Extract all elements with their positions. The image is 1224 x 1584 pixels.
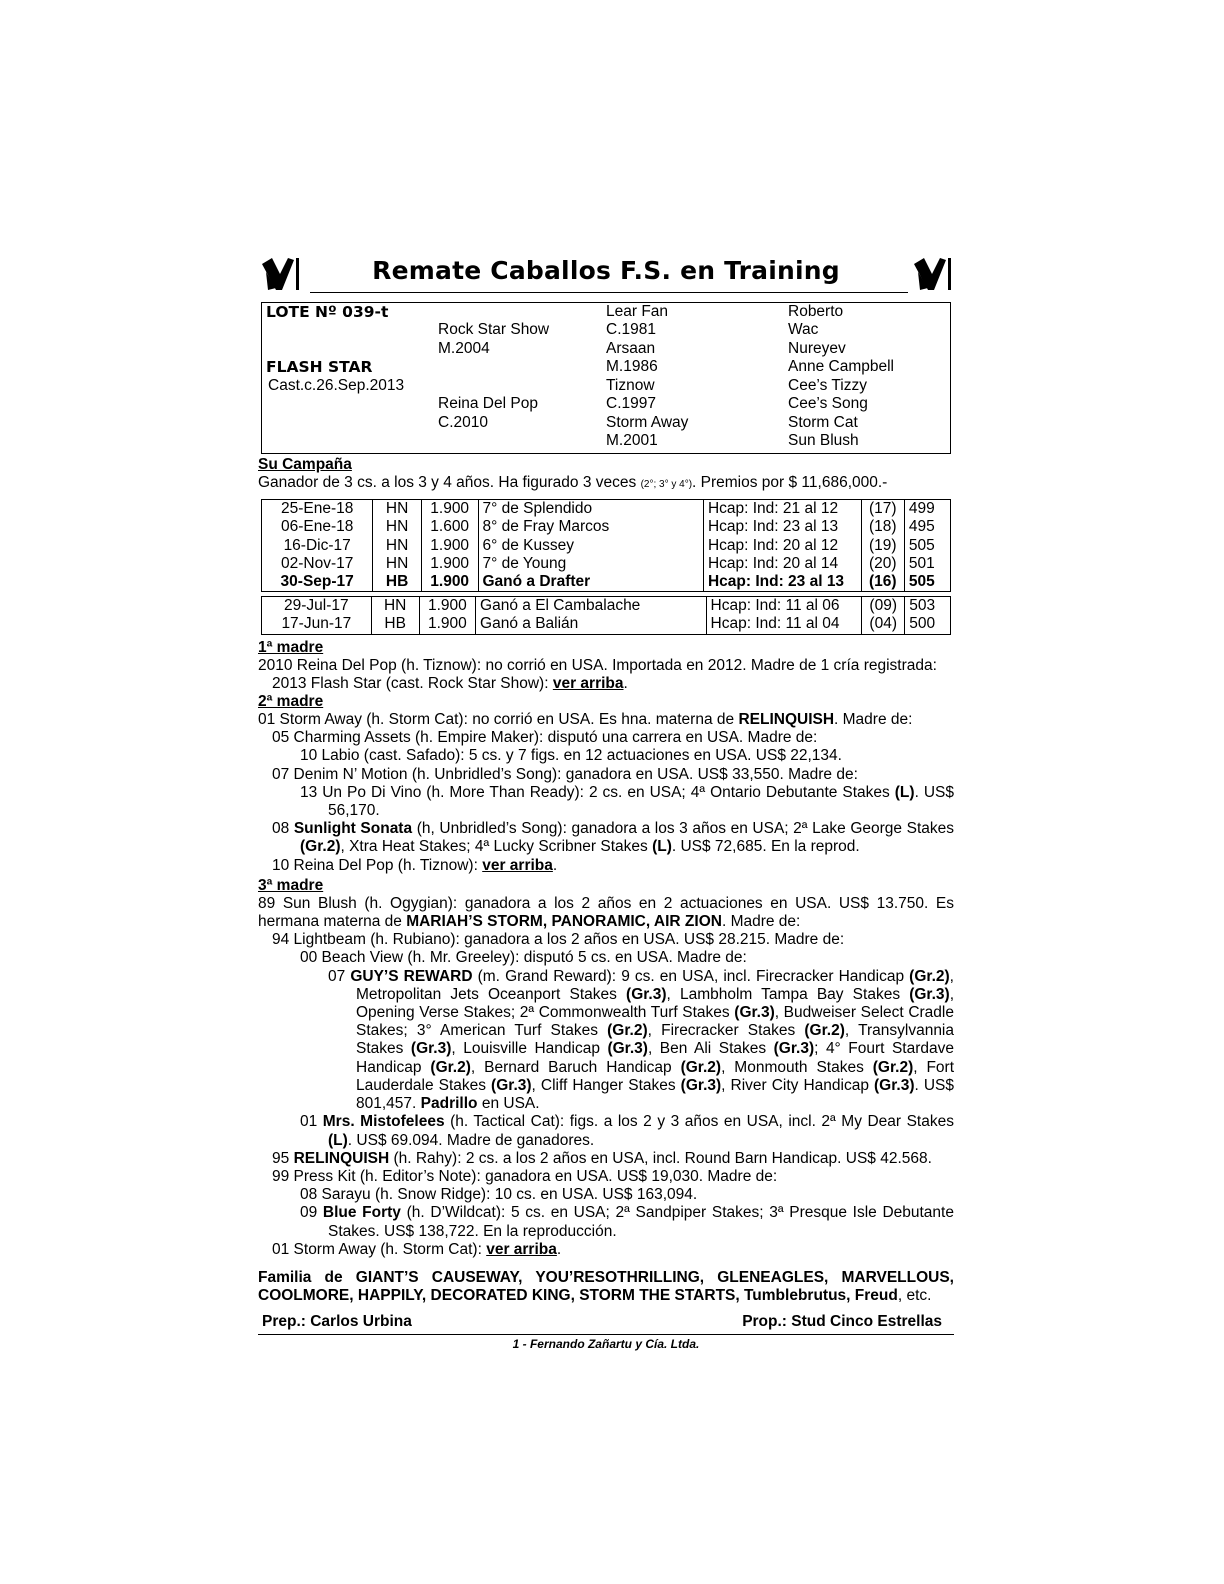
- granddam-1: Arsaan: [606, 340, 656, 357]
- race-date: 06-Ene-18: [262, 518, 373, 536]
- race-result: 7° de Splendido: [478, 500, 703, 519]
- race-result: 7° de Young: [478, 555, 703, 573]
- race-result: Ganó a Balián: [476, 615, 707, 634]
- sire-name: Rock Star Show: [438, 321, 550, 338]
- race-field: (18): [861, 518, 904, 536]
- granddam-2-year: M.2001: [606, 432, 658, 449]
- ancestor-7: Storm Cat: [788, 414, 858, 431]
- race-distance: 1.900: [419, 597, 475, 616]
- footer-rule: [258, 1334, 954, 1335]
- race-weight: 495: [904, 518, 950, 536]
- race-result: Ganó a Drafter: [478, 573, 703, 592]
- race-track: HB: [373, 573, 422, 592]
- race-weight: 500: [905, 615, 951, 634]
- race-track: HN: [373, 555, 422, 573]
- ancestor-3: Nureyev: [788, 340, 846, 357]
- campaign-table: [261, 499, 951, 592]
- owner: Prop.: Stud Cinco Estrellas: [742, 1313, 942, 1331]
- madre2-heading: 2ª madre: [258, 693, 324, 711]
- horse-name: FLASH STAR: [266, 358, 373, 376]
- race-condition: Hcap: Ind: 21 al 12: [703, 500, 861, 519]
- madre2-grandchild: 13 Un Po Di Vino (h. More Than Ready): 2 cs. en USA; 4ª Ontario Debutante Stakes (L). US$ 56,170.: [300, 783, 955, 820]
- race-condition: Hcap: Ind: 20 al 14: [703, 555, 861, 573]
- sire-year: M.2004: [438, 340, 490, 357]
- race-row: [262, 555, 951, 573]
- madre2-grandchild: 10 Labio (cast. Safado): 5 cs. y 7 figs. en 12 actuaciones en USA. US$ 22,134.: [300, 747, 842, 765]
- race-result: Ganó a El Cambalache: [476, 597, 707, 616]
- campaign-wins-table: [261, 596, 951, 634]
- race-weight: 503: [905, 597, 951, 616]
- ancestor-2: Wac: [788, 321, 819, 338]
- race-row: [262, 537, 951, 555]
- madre3-grandchild: 09 Blue Forty (h. D’Wildcat): 5 cs. en USA; 2ª Sandpiper Stakes; 3ª Presque Isle Debutante Stakes. US$ 138,722. En la reproducción.: [300, 1204, 954, 1240]
- race-distance: 1.900: [421, 537, 478, 555]
- header-rule: [310, 292, 908, 293]
- race-track: HB: [371, 615, 419, 634]
- madre1-line: 2010 Reina Del Pop (h. Tiznow): no corrió en USA. Importada en 2012. Madre de 1 cría registrada:: [258, 656, 937, 674]
- race-field: (19): [861, 537, 904, 555]
- see-above-link: ver arriba: [486, 1240, 557, 1258]
- race-track: HN: [373, 518, 422, 536]
- race-date: 17-Jun-17: [262, 615, 372, 634]
- race-distance: 1.900: [421, 555, 478, 573]
- lot-number: LOTE Nº 039-t: [266, 303, 389, 321]
- race-field: (20): [861, 555, 904, 573]
- madre3-offspring: 94 Lightbeam (h. Rubiano): ganadora a los 2 años en USA. US$ 28.215. Madre de:: [272, 931, 845, 949]
- race-track: HN: [373, 537, 422, 555]
- race-result: 6° de Kussey: [478, 537, 703, 555]
- race-row: [262, 500, 951, 519]
- madre3-offspring: 99 Press Kit (h. Editor’s Note): ganadora en USA. US$ 19,030. Madre de:: [272, 1167, 778, 1185]
- madre2-offspring: 08 Sunlight Sonata (h, Unbridled’s Song): ganadora a los 3 años en USA; 2ª Lake George Stakes (Gr.2), Xtra Heat Stakes; 4ª Lucky Scribner Stakes (L). US$ 72,685. En la reprod.: [272, 820, 955, 856]
- madre2-offspring: 10 Reina Del Pop (h. Tiznow): ver arriba.: [272, 856, 558, 874]
- madre3-offspring: 01 Storm Away (h. Storm Cat): ver arriba.: [272, 1240, 562, 1258]
- madre2-offspring: 07 Denim N’ Motion (h. Unbridled’s Song): ganadora en USA. US$ 33,550. Madre de:: [272, 765, 858, 783]
- race-track: HN: [373, 500, 422, 519]
- ancestor-8: Sun Blush: [788, 432, 859, 449]
- race-condition: Hcap: Ind: 23 al 13: [703, 573, 861, 592]
- race-distance: 1.900: [421, 500, 478, 519]
- madre3-grandchild: 08 Sarayu (h. Snow Ridge): 10 cs. en USA. US$ 163,094.: [300, 1186, 698, 1204]
- race-weight: 505: [904, 537, 950, 555]
- madre2-line: 01 Storm Away (h. Storm Cat): no corrió en USA. Es hna. materna de RELINQUISH. Madre de:: [258, 711, 913, 729]
- race-row: [262, 573, 951, 592]
- race-distance: 1.600: [421, 518, 478, 536]
- granddam-2: Storm Away: [606, 414, 689, 431]
- race-row: [262, 597, 951, 616]
- race-condition: Hcap: Ind: 11 al 06: [706, 597, 862, 616]
- trainer: Prep.: Carlos Urbina: [262, 1313, 412, 1331]
- madre3-offspring: 95 RELINQUISH (h. Rahy): 2 cs. a los 2 años en USA, incl. Round Barn Handicap. US$ 42.568.: [272, 1149, 932, 1167]
- race-row: [262, 615, 951, 634]
- campaign-heading: Su Campaña: [258, 456, 352, 473]
- ancestor-4: Anne Campbell: [788, 358, 894, 375]
- auction-house-logo-icon: [910, 254, 954, 294]
- race-condition: Hcap: Ind: 23 al 13: [703, 518, 861, 536]
- race-date: 02-Nov-17: [262, 555, 373, 573]
- race-date: 16-Dic-17: [262, 537, 373, 555]
- dam-name: Reina Del Pop: [438, 395, 538, 412]
- see-above-link: ver arriba: [482, 856, 553, 874]
- race-weight: 499: [904, 500, 950, 519]
- race-field: (16): [861, 573, 904, 592]
- madre3-heading: 3ª madre: [258, 876, 324, 894]
- grandsire-2-year: C.1997: [606, 395, 656, 412]
- grandsire-2: Tiznow: [606, 377, 655, 394]
- race-row: [262, 518, 951, 536]
- horse-info: Cast.c.26.Sep.2013: [268, 377, 405, 394]
- madre3-line: 89 Sun Blush (h. Ogygian): ganadora a los 2 años en 2 actuaciones en USA. US$ 13.750. Es hermana materna de MARIAH’S STORM, PANORAMIC, AIR ZION. Madre de:: [258, 894, 954, 931]
- race-field: (09): [862, 597, 905, 616]
- madre3-grandchild: 00 Beach View (h. Mr. Greeley): disputó 5 cs. en USA. Madre de:: [300, 949, 747, 967]
- ancestor-6: Cee’s Song: [788, 395, 868, 412]
- campaign-summary: Ganador de 3 cs. a los 3 y 4 años. Ha figurado 3 veces (2°; 3° y 4°). Premios por $ 11,686,000.-: [258, 474, 888, 491]
- madre1-offspring: 2013 Flash Star (cast. Rock Star Show): ver arriba.: [272, 674, 628, 692]
- grandsire-1: Lear Fan: [606, 303, 669, 320]
- credits-row: [258, 1313, 954, 1331]
- race-weight: 505: [904, 573, 950, 592]
- dam-year: C.2010: [438, 414, 488, 431]
- madre3-grandchild: 01 Mrs. Mistofelees (h. Tactical Cat): figs. a los 2 y 3 años en USA, incl. 2ª My Dear Stakes (L). US$ 69.094. Madre de ganadores.: [300, 1113, 954, 1149]
- race-condition: Hcap: Ind: 20 al 12: [703, 537, 861, 555]
- race-field: (04): [862, 615, 905, 634]
- granddam-1-year: M.1986: [606, 358, 658, 375]
- race-date: 25-Ene-18: [262, 500, 373, 519]
- race-weight: 501: [904, 555, 950, 573]
- pedigree-box: [261, 302, 951, 454]
- page-header: [258, 252, 954, 296]
- race-result: 8° de Fray Marcos: [478, 518, 703, 536]
- page-title: Remate Caballos F.S. en Training: [372, 256, 840, 285]
- madre3-great-grandchild: 07 GUY’S REWARD (m. Grand Reward): 9 cs. en USA, incl. Firecracker Handicap (Gr.2), Metropolitan Jets Oceanport Stakes (Gr.3), Lambholm Tampa Bay Stakes (Gr.3), Opening Verse Stakes; 2ª Commonwealth Turf Stakes (Gr.3), Budweiser Select Cradle Stakes; 3° American Turf Stakes (Gr.2), Firecracker Stakes (Gr.2), Transylvannia Stakes (Gr.3), Louisville Handicap (Gr.3), Ben Ali Stakes (Gr.3); 4° Fourt Stardave Handicap (Gr.2), Bernard Baruch Handicap (Gr.2), Monmouth Stakes (Gr.2), Fort Lauderdale Stakes (Gr.3), Cliff Hanger Stakes (Gr.3), River City Handicap (Gr.3). US$ 801,457. Padrillo en USA.: [328, 967, 955, 1113]
- family-note: Familia de GIANT’S CAUSEWAY, YOU’RESOTHRILLING, GLENEAGLES, MARVELLOUS, COOLMORE, HAPPILY, DECORATED KING, STORM THE STARTS, Tumblebrutus, Freud, etc.: [258, 1268, 954, 1305]
- ancestor-5: Cee’s Tizzy: [788, 377, 867, 394]
- race-date: 29-Jul-17: [262, 597, 372, 616]
- see-above-link: ver arriba: [552, 674, 624, 692]
- catalog-page: [258, 252, 954, 1351]
- race-distance: 1.900: [421, 573, 478, 592]
- madre2-offspring: 05 Charming Assets (h. Empire Maker): disputó una carrera en USA. Madre de:: [272, 729, 818, 747]
- race-track: HN: [371, 597, 419, 616]
- race-distance: 1.900: [419, 615, 475, 634]
- page-footer: 1 - Fernando Zañartu y Cía. Ltda.: [512, 1337, 700, 1352]
- madre1-heading: 1ª madre: [258, 638, 324, 656]
- race-field: (17): [861, 500, 904, 519]
- race-date: 30-Sep-17: [262, 573, 373, 592]
- race-condition: Hcap: Ind: 11 al 04: [706, 615, 862, 634]
- ancestor-1: Roberto: [788, 303, 844, 320]
- grandsire-1-year: C.1981: [606, 321, 656, 338]
